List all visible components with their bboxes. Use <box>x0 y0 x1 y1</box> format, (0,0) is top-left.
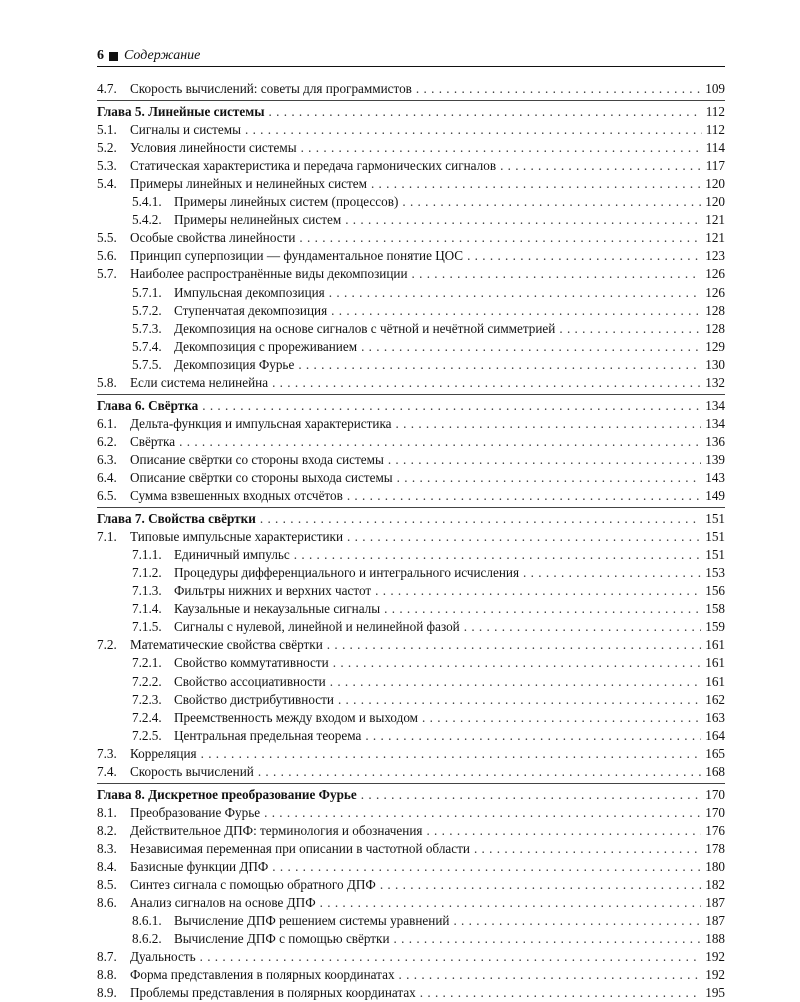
dot-leader <box>330 673 702 691</box>
toc-entry-number: 7.1.1. <box>132 547 162 563</box>
toc-entry-number: 4.7. <box>97 81 117 96</box>
table-of-contents <box>97 80 725 1002</box>
toc-entry-label: Примеры нелинейных систем <box>174 212 342 228</box>
toc-entry-number: 5.8. <box>97 374 117 390</box>
toc-section-entry[interactable] <box>97 265 725 283</box>
dot-leader <box>272 374 701 392</box>
dot-leader <box>258 763 701 781</box>
dot-leader <box>272 858 701 876</box>
toc-section-entry[interactable] <box>97 175 725 193</box>
toc-entry-page: 168 <box>705 763 725 779</box>
toc-entry-page: 170 <box>705 786 725 802</box>
toc-entry-page: 159 <box>705 619 725 635</box>
toc-section-entry[interactable] <box>97 822 725 840</box>
toc-entry-label: Проблемы представления в полярных координатах <box>130 985 416 1001</box>
dot-leader <box>394 930 702 948</box>
toc-entry-label: Преемственность между входом и выходом <box>174 709 419 725</box>
toc-section-entry[interactable] <box>97 229 725 247</box>
toc-entry-label: Анализ сигналов на основе ДПФ <box>130 895 316 911</box>
toc-entry-page: 117 <box>705 158 725 174</box>
toc-section-entry[interactable] <box>97 469 725 487</box>
toc-section-entry[interactable] <box>97 894 725 912</box>
toc-entry-label: Сигналы с нулевой, линейной и нелинейной фазой <box>174 619 460 635</box>
toc-entry-label: Декомпозиция с прореживанием <box>174 338 358 354</box>
toc-entry-number: 7.2.2. <box>132 673 162 689</box>
toc-section-entry[interactable] <box>97 966 725 984</box>
dot-leader <box>347 487 701 505</box>
toc-entry-page: 156 <box>705 583 725 599</box>
toc-entry-number: 7.1.5. <box>132 619 162 635</box>
toc-entry-label: Центральная предельная теорема <box>174 727 362 743</box>
toc-section-entry[interactable] <box>97 948 725 966</box>
running-header <box>97 48 697 64</box>
toc-subsection-entry[interactable] <box>97 211 725 229</box>
toc-entry-label: Декомпозиция на основе сигналов с чётной и нечётной симметрией <box>174 320 556 336</box>
dot-leader <box>380 876 701 894</box>
toc-section-entry[interactable] <box>97 121 725 139</box>
toc-entry-number: 7.4. <box>97 763 117 779</box>
toc-entry-label: Единичный импульс <box>174 547 290 563</box>
toc-entry-number: 5.3. <box>97 158 117 174</box>
toc-section-entry[interactable] <box>97 374 725 392</box>
toc-subsection-entry[interactable] <box>97 618 725 636</box>
toc-entry-page: 120 <box>705 194 725 210</box>
dot-leader <box>298 356 701 374</box>
toc-chapter-entry[interactable] <box>97 507 725 528</box>
dot-leader <box>416 80 701 98</box>
toc-entry-number: 5.7.2. <box>132 302 162 318</box>
toc-entry-page: 132 <box>705 374 725 390</box>
toc-entry-label: Фильтры нижних и верхних частот <box>174 583 372 599</box>
toc-entry-page: 130 <box>705 356 725 372</box>
header-rule <box>97 66 725 67</box>
toc-entry-label: Действительное ДПФ: терминология и обозначения <box>130 822 423 838</box>
toc-entry-label: Примеры линейных и нелинейных систем <box>130 176 367 192</box>
toc-entry-number: 6.4. <box>97 469 117 485</box>
toc-entry-label: Особые свойства линейности <box>130 230 296 246</box>
toc-entry-number: 7.1.4. <box>132 601 162 617</box>
toc-entry-page: 143 <box>705 469 725 485</box>
toc-entry-number: 5.7. <box>97 266 117 282</box>
dot-leader <box>269 103 702 121</box>
toc-subsection-entry[interactable] <box>97 320 725 338</box>
toc-entry-page: 134 <box>705 397 725 413</box>
toc-entry-number: 8.7. <box>97 949 117 965</box>
toc-subsection-entry[interactable] <box>97 727 725 745</box>
toc-entry-number: 7.2.5. <box>132 727 162 743</box>
toc-entry-page: 192 <box>705 967 725 983</box>
toc-entry-label: Скорость вычислений <box>130 763 254 779</box>
dot-leader <box>329 284 701 302</box>
toc-section-entry[interactable] <box>97 636 725 654</box>
dot-leader <box>420 984 701 1002</box>
dot-leader <box>384 600 701 618</box>
toc-entry-label: Независимая переменная при описании в частотной области <box>130 840 470 856</box>
toc-entry-number: 5.7.5. <box>132 356 162 372</box>
page-number: 6 <box>97 48 104 63</box>
toc-entry-label: Сумма взвешенных входных отсчётов <box>130 488 343 504</box>
toc-subsection-entry[interactable] <box>97 284 725 302</box>
toc-entry-label: Вычисление ДПФ с помощью свёртки <box>174 931 390 947</box>
toc-entry-number: 5.7.1. <box>132 284 162 300</box>
toc-entry-page: 121 <box>705 212 725 228</box>
toc-subsection-entry[interactable] <box>97 930 725 948</box>
dot-leader <box>399 966 702 984</box>
toc-entry-number: 5.4. <box>97 176 117 192</box>
toc-entry-number: 8.4. <box>97 858 117 874</box>
dot-leader <box>365 727 701 745</box>
dot-leader <box>397 469 702 487</box>
toc-entry-page: 151 <box>705 547 725 563</box>
toc-entry-number: 7.2.1. <box>132 655 162 671</box>
toc-entry-number: 8.5. <box>97 877 117 893</box>
dot-leader <box>426 822 701 840</box>
toc-section-entry[interactable] <box>97 433 725 451</box>
dot-leader <box>402 193 701 211</box>
toc-subsection-entry[interactable] <box>97 564 725 582</box>
toc-entry-label: Дельта-функция и импульсная характеристика <box>130 415 392 431</box>
toc-entry-number: 5.2. <box>97 140 117 156</box>
toc-entry-label: Каузальные и некаузальные сигналы <box>174 601 381 617</box>
dot-leader <box>396 415 702 433</box>
toc-entry-page: 182 <box>705 877 725 893</box>
toc-entry-number: 7.1. <box>97 529 117 545</box>
toc-entry-page: 188 <box>705 931 725 947</box>
toc-entry-label: Дуальность <box>130 949 196 965</box>
dot-leader <box>264 804 701 822</box>
toc-entry-label: Импульсная декомпозиция <box>174 284 325 300</box>
toc-chapter-entry[interactable] <box>97 100 725 121</box>
toc-entry-page: 161 <box>705 655 725 671</box>
toc-subsection-entry[interactable] <box>97 193 725 211</box>
dot-leader <box>361 786 701 804</box>
toc-entry-page: 149 <box>705 488 725 504</box>
toc-entry-page: 153 <box>705 565 725 581</box>
toc-entry-label: Синтез сигнала с помощью обратного ДПФ <box>130 877 376 893</box>
toc-entry-page: 187 <box>705 895 725 911</box>
toc-entry-number: 7.2. <box>97 637 117 653</box>
toc-entry-label: Глава 8. Дискретное преобразование Фурье <box>97 786 357 802</box>
toc-entry-label: Процедуры дифференциального и интегрального исчисления <box>174 565 520 581</box>
toc-entry-label: Математические свойства свёртки <box>130 637 323 653</box>
toc-entry-page: 126 <box>705 284 725 300</box>
toc-entry-page: 112 <box>705 104 725 120</box>
toc-entry-page: 165 <box>705 745 725 761</box>
toc-entry-number: 8.6.1. <box>132 913 162 929</box>
toc-entry-page: 139 <box>705 451 725 467</box>
dot-leader <box>294 546 701 564</box>
toc-entry-label: Ступенчатая декомпозиция <box>174 302 328 318</box>
dot-leader <box>327 636 701 654</box>
dot-leader <box>345 211 701 229</box>
toc-entry-number: 6.2. <box>97 433 117 449</box>
toc-section-entry[interactable] <box>97 745 725 763</box>
toc-entry-page: 128 <box>705 302 725 318</box>
dot-leader <box>375 582 701 600</box>
dot-leader <box>464 618 701 636</box>
toc-subsection-entry[interactable] <box>97 302 725 320</box>
toc-entry-number: 8.3. <box>97 840 117 856</box>
dot-leader <box>245 121 702 139</box>
toc-entry-label: Примеры линейных систем (процессов) <box>174 194 399 210</box>
toc-entry-page: 151 <box>705 511 725 527</box>
toc-entry-label: Условия линейности системы <box>130 140 297 156</box>
toc-entry-page: 161 <box>705 637 725 653</box>
toc-entry-label: Вычисление ДПФ решением системы уравнений <box>174 913 450 929</box>
dot-leader <box>422 709 701 727</box>
toc-entry-page: 121 <box>705 230 725 246</box>
toc-entry-label: Базисные функции ДПФ <box>130 858 269 874</box>
toc-entry-page: 128 <box>705 320 725 336</box>
toc-entry-number: 7.2.4. <box>132 709 162 725</box>
toc-entry-number: 8.6. <box>97 895 117 911</box>
toc-entry-label: Преобразование Фурье <box>130 804 261 820</box>
dot-leader <box>347 528 701 546</box>
toc-subsection-entry[interactable] <box>97 912 725 930</box>
toc-entry-page: 162 <box>705 691 725 707</box>
dot-leader <box>301 139 702 157</box>
toc-entry-label: Сигналы и системы <box>130 122 241 138</box>
dot-leader <box>202 397 701 415</box>
toc-subsection-entry[interactable] <box>97 600 725 618</box>
toc-chapter-entry[interactable] <box>97 394 725 415</box>
toc-entry-number: 5.7.3. <box>132 320 162 336</box>
toc-chapter-entry[interactable] <box>97 783 725 804</box>
toc-subsection-entry[interactable] <box>97 673 725 691</box>
toc-entry-number: 8.9. <box>97 985 117 1001</box>
toc-entry-label: Глава 7. Свойства свёртки <box>97 511 256 527</box>
dot-leader <box>523 564 701 582</box>
toc-entry-page: 192 <box>705 949 725 965</box>
toc-section-entry[interactable] <box>97 858 725 876</box>
toc-entry-number: 8.2. <box>97 822 117 838</box>
toc-entry-number: 6.5. <box>97 488 117 504</box>
dot-leader <box>260 510 701 528</box>
toc-entry-page: 151 <box>705 529 725 545</box>
toc-entry-label: Типовые импульсные характеристики <box>130 529 344 545</box>
dot-leader <box>320 894 702 912</box>
toc-subsection-entry[interactable] <box>97 709 725 727</box>
dot-leader <box>299 229 701 247</box>
toc-section-entry[interactable] <box>97 80 725 98</box>
toc-entry-page: 129 <box>705 338 725 354</box>
toc-entry-label: Статическая характеристика и передача гармонических сигналов <box>130 158 497 174</box>
toc-entry-label: Свойство коммутативности <box>174 655 329 671</box>
toc-entry-page: 120 <box>705 176 725 192</box>
toc-section-entry[interactable] <box>97 804 725 822</box>
toc-section-entry[interactable] <box>97 487 725 505</box>
toc-entry-label: Если система нелинейна <box>130 374 269 390</box>
toc-subsection-entry[interactable] <box>97 654 725 672</box>
toc-entry-number: 6.3. <box>97 451 117 467</box>
toc-subsection-entry[interactable] <box>97 582 725 600</box>
toc-entry-label: Декомпозиция Фурье <box>174 356 295 372</box>
dot-leader <box>338 691 701 709</box>
dot-leader <box>388 451 701 469</box>
toc-section-entry[interactable] <box>97 763 725 781</box>
toc-section-entry[interactable] <box>97 139 725 157</box>
dot-leader <box>361 338 701 356</box>
square-bullet-icon <box>109 52 118 61</box>
toc-section-entry[interactable] <box>97 984 725 1002</box>
dot-leader <box>331 302 701 320</box>
dot-leader <box>467 247 701 265</box>
toc-section-entry[interactable] <box>97 247 725 265</box>
dot-leader <box>200 948 702 966</box>
toc-entry-number: 7.1.3. <box>132 583 162 599</box>
dot-leader <box>500 157 702 175</box>
toc-entry-label: Принцип суперпозиции — фундаментальное понятие ЦОС <box>130 248 464 264</box>
toc-entry-label: Глава 5. Линейные системы <box>97 104 265 120</box>
toc-entry-label: Свойство ассоциативности <box>174 673 326 689</box>
dot-leader <box>474 840 701 858</box>
toc-entry-number: 5.6. <box>97 248 117 264</box>
toc-section-entry[interactable] <box>97 840 725 858</box>
toc-entry-number: 6.1. <box>97 415 117 431</box>
toc-entry-page: 176 <box>705 822 725 838</box>
toc-entry-page: 163 <box>705 709 725 725</box>
dot-leader <box>201 745 702 763</box>
toc-entry-label: Корреляция <box>130 745 197 761</box>
toc-entry-label: Форма представления в полярных координатах <box>130 967 395 983</box>
toc-entry-label: Глава 6. Свёртка <box>97 397 199 413</box>
dot-leader <box>371 175 701 193</box>
toc-entry-number: 5.1. <box>97 122 117 138</box>
toc-entry-page: 134 <box>705 415 725 431</box>
toc-subsection-entry[interactable] <box>97 691 725 709</box>
toc-entry-label: Скорость вычислений: советы для программистов <box>130 81 412 96</box>
toc-section-entry[interactable] <box>97 528 725 546</box>
toc-entry-page: 109 <box>705 81 725 96</box>
toc-entry-number: 7.3. <box>97 745 117 761</box>
toc-entry-page: 161 <box>705 673 725 689</box>
toc-entry-label: Свёртка <box>130 433 176 449</box>
toc-entry-page: 164 <box>705 727 725 743</box>
dot-leader <box>559 320 701 338</box>
header-title: Содержание <box>124 48 201 63</box>
toc-entry-number: 8.6.2. <box>132 931 162 947</box>
toc-subsection-entry[interactable] <box>97 356 725 374</box>
toc-entry-label: Наиболее распространённые виды декомпозиции <box>130 266 408 282</box>
toc-entry-number: 5.5. <box>97 230 117 246</box>
toc-entry-number: 5.4.1. <box>132 194 162 210</box>
toc-section-entry[interactable] <box>97 876 725 894</box>
dot-leader <box>333 654 701 672</box>
toc-entry-label: Описание свёртки со стороны выхода системы <box>130 469 393 485</box>
toc-entry-number: 5.7.4. <box>132 338 162 354</box>
toc-entry-number: 7.2.3. <box>132 691 162 707</box>
toc-entry-page: 180 <box>705 858 725 874</box>
toc-entry-page: 195 <box>705 985 725 1001</box>
toc-entry-number: 8.8. <box>97 967 117 983</box>
toc-entry-page: 187 <box>705 913 725 929</box>
toc-entry-page: 158 <box>705 601 725 617</box>
toc-entry-page: 114 <box>705 140 725 156</box>
toc-section-entry[interactable] <box>97 451 725 469</box>
toc-entry-label: Описание свёртки со стороны входа системы <box>130 451 384 467</box>
toc-entry-page: 178 <box>705 840 725 856</box>
dot-leader <box>453 912 701 930</box>
toc-subsection-entry[interactable] <box>97 546 725 564</box>
toc-section-entry[interactable] <box>97 157 725 175</box>
toc-entry-label: Свойство дистрибутивности <box>174 691 334 707</box>
dot-leader <box>179 433 701 451</box>
toc-entry-page: 126 <box>705 266 725 282</box>
toc-entry-number: 8.1. <box>97 804 117 820</box>
toc-entry-page: 170 <box>705 804 725 820</box>
toc-entry-number: 5.4.2. <box>132 212 162 228</box>
toc-entry-number: 7.1.2. <box>132 565 162 581</box>
toc-entry-page: 123 <box>705 248 725 264</box>
toc-entry-page: 136 <box>705 433 725 449</box>
toc-section-entry[interactable] <box>97 415 725 433</box>
dot-leader <box>412 265 702 283</box>
toc-entry-page: 112 <box>705 122 725 138</box>
toc-subsection-entry[interactable] <box>97 338 725 356</box>
